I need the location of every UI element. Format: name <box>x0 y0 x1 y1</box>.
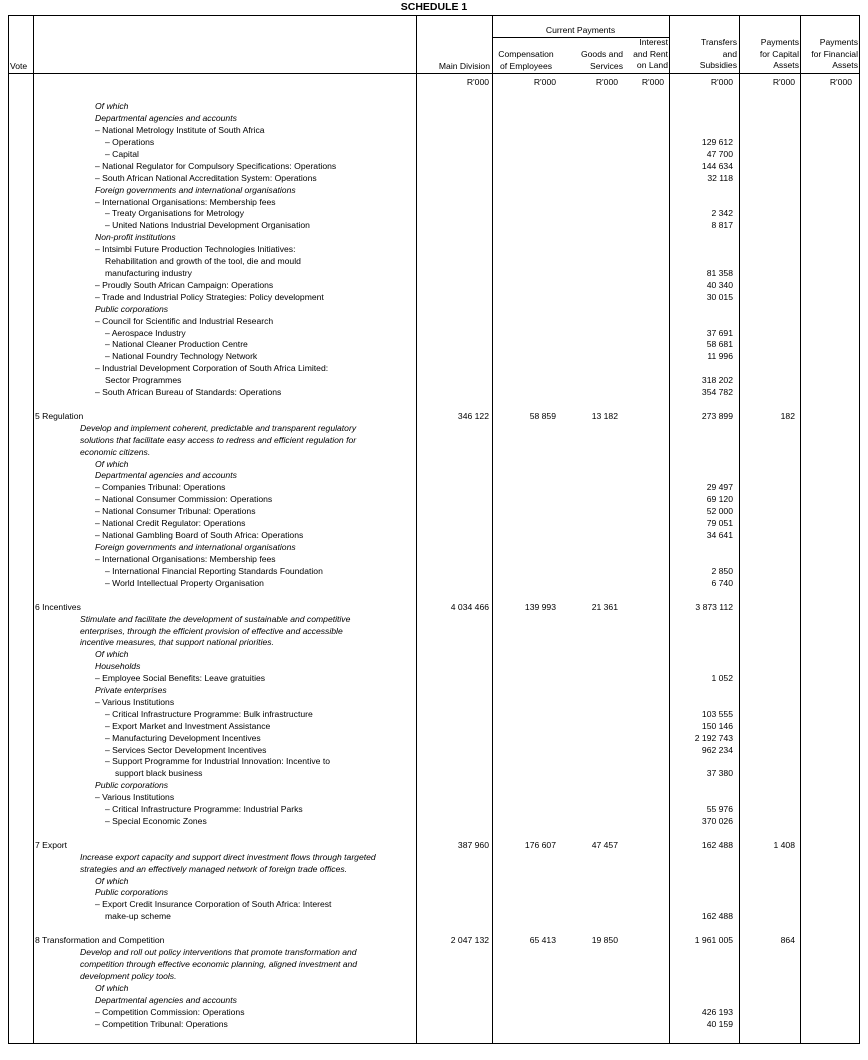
row-value-tr: 129 612 <box>701 137 733 147</box>
row-value-tr: 8 817 <box>711 220 733 230</box>
row-label: – Export Credit Insurance Corporation of South Africa: Interest <box>95 899 332 909</box>
row-value-cap: 1 408 <box>773 840 795 850</box>
row-value-tr: 55 976 <box>706 804 733 814</box>
row-label: – World Intellectual Property Organisation <box>105 578 264 588</box>
table-row <box>0 803 868 815</box>
table-row <box>0 148 868 160</box>
row-label: – Critical Infrastructure Programme: Industrial Parks <box>105 804 303 814</box>
table-row <box>0 100 868 112</box>
row-label: – Aerospace Industry <box>105 328 186 338</box>
table-row <box>0 243 868 255</box>
table-row <box>0 577 868 589</box>
row-label: make-up scheme <box>105 911 171 921</box>
row-label: – Export Market and Investment Assistance <box>105 721 271 731</box>
row-label: – Critical Infrastructure Programme: Bulk infrastructure <box>105 709 313 719</box>
table-row <box>0 160 868 172</box>
row-label: Foreign governments and international organisations <box>95 542 296 552</box>
row-label: – Industrial Development Corporation of South Africa Limited: <box>95 363 329 373</box>
row-value-tr: 354 782 <box>701 387 733 397</box>
row-value-tr: 81 358 <box>706 268 733 278</box>
table-row <box>0 517 868 529</box>
row-label: Departmental agencies and accounts <box>95 113 237 123</box>
table-row <box>0 338 868 350</box>
table-row <box>0 541 868 553</box>
header-main-division: Main Division <box>438 61 490 71</box>
row-label: economic citizens. <box>80 447 151 457</box>
table-row <box>0 529 868 541</box>
table-row <box>0 886 868 898</box>
unit-goods-services: R'000 <box>595 77 618 87</box>
row-label: – Intsimbi Future Production Technologies Initiatives: <box>95 244 296 254</box>
row-label: support black business <box>115 768 203 778</box>
row-value-tr: 69 120 <box>706 494 733 504</box>
table-row <box>0 207 868 219</box>
row-label: – Support Programme for Industrial Innovation: Incentive to <box>105 756 330 766</box>
row-label: enterprises, through the efficient provision of effective and accessible <box>80 626 343 636</box>
table-row <box>0 184 868 196</box>
row-label: – Competition Commission: Operations <box>95 1007 245 1017</box>
table-row <box>0 1006 868 1018</box>
row-label: – National Regulator for Compulsory Specifications: Operations <box>95 161 337 171</box>
row-label: – International Organisations: Membership fees <box>95 554 276 564</box>
row-label: – Special Economic Zones <box>105 816 207 826</box>
row-value-comp: 139 993 <box>524 602 556 612</box>
row-label: – National Consumer Commission: Operations <box>95 494 273 504</box>
row-label: incentive measures, that support national priorities. <box>80 637 274 647</box>
row-label: Private enterprises <box>95 685 167 695</box>
row-value-tr: 32 118 <box>707 173 733 183</box>
row-value-tr: 40 340 <box>706 280 733 290</box>
row-label: 8 Transformation and Competition <box>35 935 165 945</box>
table-row <box>0 172 868 184</box>
row-label: Increase export capacity and support direct investment flows through targeted <box>80 852 376 862</box>
row-value-main: 2 047 132 <box>450 935 489 945</box>
row-value-tr: 37 691 <box>706 328 733 338</box>
table-row <box>0 755 868 767</box>
table-row <box>0 386 868 398</box>
table-row <box>0 350 868 362</box>
table-row <box>0 910 868 922</box>
table-row <box>0 970 868 982</box>
row-label: Of which <box>95 876 129 886</box>
row-label: – Various Institutions <box>95 792 175 802</box>
row-label: Public corporations <box>95 887 169 897</box>
table-row <box>0 124 868 136</box>
row-value-tr: 37 380 <box>706 768 733 778</box>
row-value-cap: 864 <box>780 935 795 945</box>
row-value-tr: 40 159 <box>706 1019 733 1029</box>
row-label: Households <box>95 661 141 671</box>
table-row <box>0 732 868 744</box>
unit-transfers: R'000 <box>710 77 733 87</box>
row-value-tr: 29 497 <box>706 482 733 492</box>
row-label: – International Financial Reporting Standards Foundation <box>105 566 323 576</box>
row-label: – National Metrology Institute of South Africa <box>95 125 265 135</box>
row-label: Develop and roll out policy interventions that promote transformation and <box>80 947 357 957</box>
row-value-goods: 47 457 <box>591 840 618 850</box>
row-label: – National Consumer Tribunal: Operations <box>95 506 256 516</box>
row-label: Of which <box>95 459 129 469</box>
table-row <box>0 815 868 827</box>
table-row <box>0 672 868 684</box>
row-value-comp: 58 859 <box>529 411 556 421</box>
header-interest-rent: Interest and Rent on Land <box>633 37 668 70</box>
row-label: – United Nations Industrial Development Organisation <box>105 220 310 230</box>
row-label: – Competition Tribunal: Operations <box>95 1019 228 1029</box>
table-row <box>0 958 868 970</box>
table-row <box>0 446 868 458</box>
row-value-comp: 65 413 <box>529 935 556 945</box>
row-label: Of which <box>95 649 129 659</box>
header-transfers: Transfers and Subsidies <box>699 37 737 70</box>
row-label: – Services Sector Development Incentives <box>105 745 267 755</box>
table-row <box>0 219 868 231</box>
row-value-tr: 370 026 <box>701 816 733 826</box>
row-label: Departmental agencies and accounts <box>95 470 237 480</box>
row-label: solutions that facilitate easy access to redress and efficient regulation for <box>80 435 357 445</box>
table-row <box>0 1018 868 1030</box>
row-label: 7 Export <box>35 840 68 850</box>
row-label: – Capital <box>105 149 139 159</box>
row-value-tr: 273 899 <box>701 411 733 421</box>
header-vote: Vote <box>10 61 28 71</box>
table-row <box>0 696 868 708</box>
header-compensation: Compensation of Employees <box>498 49 554 71</box>
table-row <box>0 684 868 696</box>
grid-line <box>8 15 860 16</box>
row-label: 6 Incentives <box>35 602 81 612</box>
row-label: Of which <box>95 983 129 993</box>
unit-capital-assets: R'000 <box>772 77 795 87</box>
row-label: – Treaty Organisations for Metrology <box>105 208 244 218</box>
row-value-goods: 21 361 <box>591 602 618 612</box>
table-row <box>0 505 868 517</box>
unit-interest-rent: R'000 <box>641 77 664 87</box>
row-value-tr: 79 051 <box>706 518 733 528</box>
row-value-cap: 182 <box>780 411 795 421</box>
table-row <box>0 291 868 303</box>
row-value-tr: 30 015 <box>706 292 733 302</box>
row-label: 5 Regulation <box>35 411 84 421</box>
row-value-tr: 6 740 <box>711 578 733 588</box>
row-label: Develop and implement coherent, predictable and transparent regulatory <box>80 423 357 433</box>
row-label: manufacturing industry <box>105 268 192 278</box>
table-row <box>0 565 868 577</box>
header-financial-assets: Payments for Financial Assets <box>811 37 858 70</box>
row-label: Rehabilitation and growth of the tool, die and mould <box>105 256 301 266</box>
row-label: – Operations <box>105 137 155 147</box>
row-label: Sector Programmes <box>105 375 182 385</box>
row-value-main: 346 122 <box>457 411 489 421</box>
table-row <box>0 267 868 279</box>
table-row <box>0 720 868 732</box>
table-row <box>0 898 868 910</box>
row-label: Public corporations <box>95 780 169 790</box>
row-label: – National Gambling Board of South Africa: Operations <box>95 530 304 540</box>
row-label: strategies and an effectively managed network of foreign trade offices. <box>80 864 348 874</box>
table-row <box>0 362 868 374</box>
row-label: Of which <box>95 101 129 111</box>
row-value-tr: 162 488 <box>701 840 733 850</box>
row-value-tr: 58 681 <box>706 339 733 349</box>
table-row <box>0 946 868 958</box>
row-value-main: 387 960 <box>457 840 489 850</box>
header-capital-assets: Payments for Capital Assets <box>759 37 799 70</box>
row-label: competition through effective economic planning, aligned investment and <box>80 959 358 969</box>
row-label: – South African National Accreditation System: Operations <box>95 173 317 183</box>
table-row <box>0 648 868 660</box>
table-row <box>0 636 868 648</box>
grid-line <box>8 1043 860 1044</box>
row-label: – Trade and Industrial Policy Strategies: Policy development <box>95 292 324 302</box>
grid-line <box>8 73 860 74</box>
row-value-tr: 150 146 <box>701 721 733 731</box>
table-row <box>0 303 868 315</box>
row-value-tr: 11 996 <box>707 351 733 361</box>
row-value-goods: 19 850 <box>591 935 618 945</box>
table-row <box>0 994 868 1006</box>
table-row <box>0 553 868 565</box>
row-label: – National Foundry Technology Network <box>105 351 258 361</box>
table-row <box>0 315 868 327</box>
row-value-comp: 176 607 <box>524 840 556 850</box>
row-label: – National Credit Regulator: Operations <box>95 518 246 528</box>
row-value-tr: 162 488 <box>701 911 733 921</box>
table-row <box>0 839 868 851</box>
row-label: – National Cleaner Production Centre <box>105 339 248 349</box>
table-row <box>0 660 868 672</box>
row-value-tr: 2 342 <box>711 208 733 218</box>
table-row <box>0 136 868 148</box>
table-row <box>0 779 868 791</box>
table-row <box>0 851 868 863</box>
table-row <box>0 231 868 243</box>
row-value-tr: 103 555 <box>701 709 733 719</box>
row-label: Foreign governments and international organisations <box>95 185 296 195</box>
row-value-tr: 3 873 112 <box>695 602 733 612</box>
header-current-payments: Current Payments <box>545 25 616 35</box>
table-row <box>0 791 868 803</box>
row-label: Departmental agencies and accounts <box>95 995 237 1005</box>
table-row <box>0 493 868 505</box>
row-value-main: 4 034 466 <box>450 602 489 612</box>
unit-compensation: R'000 <box>533 77 556 87</box>
row-label: – Manufacturing Development Incentives <box>105 733 261 743</box>
table-row <box>0 601 868 613</box>
row-value-tr: 47 700 <box>706 149 733 159</box>
row-value-tr: 144 634 <box>701 161 733 171</box>
row-label: – Various Institutions <box>95 697 175 707</box>
row-label: – Employee Social Benefits: Leave gratuities <box>95 673 266 683</box>
table-row <box>0 708 868 720</box>
row-label: – South African Bureau of Standards: Operations <box>95 387 282 397</box>
table-row <box>0 279 868 291</box>
row-value-goods: 13 182 <box>591 411 618 421</box>
table-row <box>0 434 868 446</box>
table-row <box>0 112 868 124</box>
row-value-tr: 1 052 <box>711 673 733 683</box>
table-row <box>0 613 868 625</box>
unit-main-division: R'000 <box>466 77 489 87</box>
schedule-title: SCHEDULE 1 <box>400 1 468 13</box>
row-value-tr: 1 961 005 <box>694 935 733 945</box>
row-label: – Companies Tribunal: Operations <box>95 482 226 492</box>
row-label: development policy tools. <box>80 971 177 981</box>
table-row <box>0 255 868 267</box>
row-label: Public corporations <box>95 304 169 314</box>
row-label: Non-profit institutions <box>95 232 176 242</box>
row-label: – Proudly South African Campaign: Operations <box>95 280 274 290</box>
unit-financial-assets: R'000 <box>829 77 852 87</box>
row-label: – International Organisations: Membership fees <box>95 197 276 207</box>
header-goods-services: Goods and Services <box>580 49 623 71</box>
row-value-tr: 2 850 <box>711 566 733 576</box>
row-value-tr: 34 641 <box>706 530 733 540</box>
table-row <box>0 934 868 946</box>
row-value-tr: 52 000 <box>706 506 733 516</box>
table-row <box>0 767 868 779</box>
table-row <box>0 374 868 386</box>
table-row <box>0 982 868 994</box>
row-value-tr: 962 234 <box>701 745 733 755</box>
row-value-tr: 318 202 <box>701 375 733 385</box>
row-value-tr: 426 193 <box>701 1007 733 1017</box>
row-value-tr: 2 192 743 <box>694 733 733 743</box>
table-row <box>0 481 868 493</box>
table-row <box>0 410 868 422</box>
table-row <box>0 469 868 481</box>
row-label: – Council for Scientific and Industrial Research <box>95 316 274 326</box>
table-row <box>0 863 868 875</box>
table-row <box>0 422 868 434</box>
row-label: Stimulate and facilitate the development of sustainable and competitive <box>80 614 351 624</box>
